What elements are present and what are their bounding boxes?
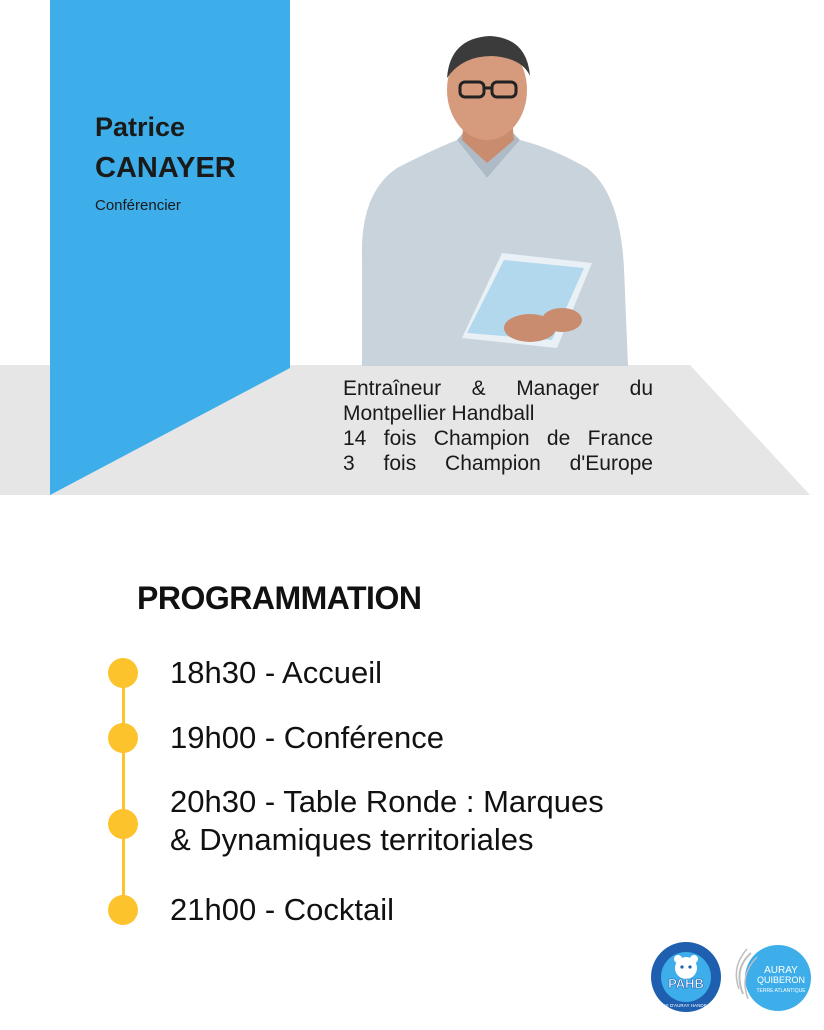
programme-item	[170, 783, 604, 859]
speaker-bio	[343, 376, 653, 476]
programme-item	[170, 891, 394, 929]
pahb-ring-text: PAYS D'AURAY HANDBALL	[657, 1003, 715, 1008]
timeline-dot	[108, 809, 138, 839]
aqta-logo-line2: QUIBERON	[756, 975, 806, 985]
programme-item-text: 21h00 - Cocktail	[170, 892, 395, 927]
programme-item	[170, 719, 444, 757]
timeline-dot	[108, 723, 138, 753]
timeline-dot	[108, 658, 138, 688]
timeline-line	[122, 672, 125, 912]
speaker-portrait-icon	[352, 28, 632, 366]
timeline-dot	[108, 895, 138, 925]
programme-item-text-continued: & Dynamiques territoriales	[170, 822, 534, 857]
auray-quiberon-logo-icon	[733, 939, 811, 1017]
speaker-role: Conférencier	[95, 197, 181, 214]
programme-title: PROGRAMMATION	[137, 580, 422, 616]
bio-line: Entraîneur & Manager du	[343, 377, 653, 400]
programme-item-text: 20h30 - Table Ronde : Marques	[170, 784, 604, 819]
programme-item-text: 19h00 - Conférence	[170, 720, 445, 755]
aqta-logo-line1: AURAY	[764, 965, 798, 976]
programme-item-text: 18h30 - Accueil	[170, 655, 382, 690]
bio-line: 3 fois Champion d'Europe	[343, 452, 653, 475]
bio-line: Montpellier Handball	[343, 402, 535, 425]
pahb-logo-text: PAHB	[668, 976, 704, 991]
programme-item	[170, 654, 382, 692]
speaker-last-name: CANAYER	[95, 152, 236, 184]
bio-line: 14 fois Champion de France	[343, 427, 653, 450]
aqta-logo-line3: TERRE ATLANTIQUE	[756, 988, 806, 994]
pahb-logo-icon	[650, 941, 722, 1013]
speaker-first-name: Patrice	[95, 112, 186, 142]
